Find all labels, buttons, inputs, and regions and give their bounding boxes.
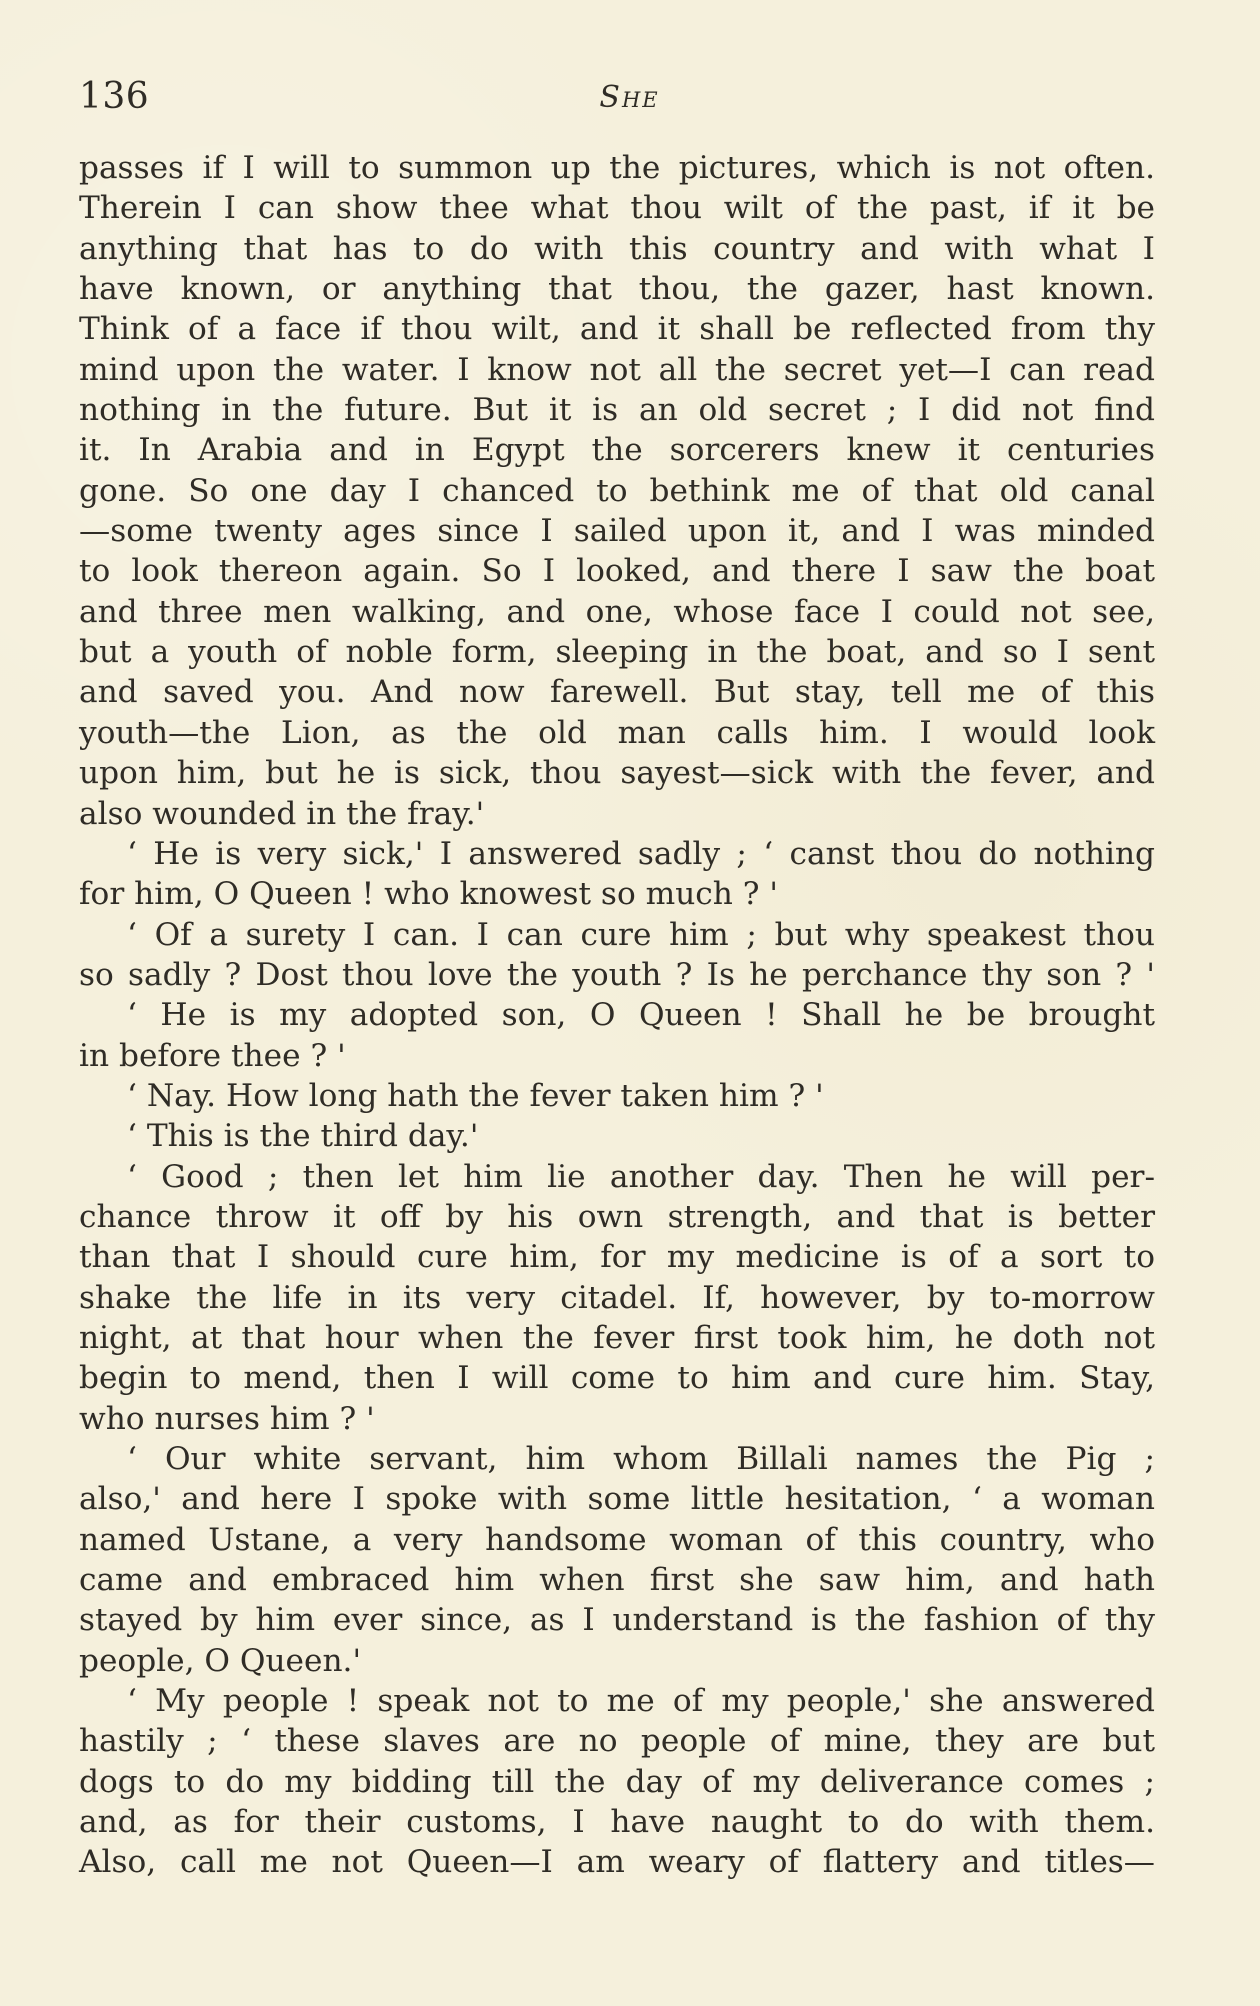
text-line: ‘ Our white servant, him whom Billali names the Pig ; — [127, 1441, 1155, 1477]
text-line: dogs to do my bidding till the day of my deliverance comes ; — [79, 1763, 1155, 1800]
text-line: who nurses him ? ' — [79, 1400, 375, 1437]
text-line: passes if I will to summon up the pictures, which is not often. — [79, 150, 1155, 186]
text-line: anything that has to do with this country and with what I — [79, 230, 1155, 267]
text-line: chance throw it off by his own strength, and that is better — [79, 1198, 1155, 1235]
text-line: ‘ Of a surety I can. I can cure him ; but why speakest thou — [127, 916, 1155, 953]
text-line: have known, or anything that thou, the gazer, hast known. — [79, 271, 1155, 308]
page-number: 136 — [79, 76, 150, 117]
text-line: and saved you. And now farewell. But stay, tell me of this — [79, 674, 1155, 711]
text-line: ‘ He is my adopted son, O Queen ! Shall he be brought — [127, 997, 1155, 1034]
text-line: ‘ My people ! speak not to me of my people,' she answered — [127, 1683, 1155, 1720]
text-line: and three men walking, and one, whose face I could not see, — [79, 593, 1155, 630]
running-head: She — [599, 80, 660, 115]
text-line: hastily ; ‘ these slaves are no people of mine, they are but — [79, 1723, 1155, 1760]
text-line: Also, call me not Queen—I am weary of flattery and titles— — [79, 1844, 1155, 1881]
text-line: ‘ Good ; then let him lie another day. Then he will per- — [127, 1158, 1155, 1195]
text-line: ‘ This is the third day.' — [127, 1118, 479, 1155]
text-line: in before thee ? ' — [79, 1037, 346, 1074]
text-line: for him, O Queen ! who knowest so much ? ' — [79, 876, 778, 913]
text-line: ‘ Nay. How long hath the fever taken him ? ' — [127, 1077, 824, 1114]
text-line: nothing in the future. But it is an old secret ; I did not find — [79, 392, 1155, 429]
text-line: begin to mend, then I will come to him and cure him. Stay, — [79, 1360, 1155, 1397]
text-line: Therein I can show thee what thou wilt of the past, if it be — [79, 190, 1155, 227]
text-line: than that I should cure him, for my medicine is of a sort to — [79, 1239, 1155, 1276]
text-line: but a youth of noble form, sleeping in the boat, and so I sent — [79, 634, 1155, 671]
text-line: to look thereon again. So I looked, and there I saw the boat — [79, 553, 1155, 590]
text-line: mind upon the water. I know not all the secret yet—I can read — [79, 351, 1155, 388]
text-line: gone. So one day I chanced to bethink me of that old canal — [79, 472, 1155, 509]
text-line: it. In Arabia and in Egypt the sorcerers knew it centuries — [79, 432, 1155, 469]
text-line: also wounded in the fray.' — [79, 795, 485, 832]
text-line: stayed by him ever since, as I understand is the fashion of thy — [79, 1602, 1155, 1639]
body-text — [79, 148, 1155, 1883]
text-line: Think of a face if thou wilt, and it shall be reflected from thy — [79, 311, 1155, 348]
text-line: upon him, but he is sick, thou sayest—sick with the fever, and — [79, 755, 1155, 792]
text-line: also,' and here I spoke with some little hesitation, ‘ a woman — [79, 1481, 1155, 1518]
text-line: —some twenty ages since I sailed upon it, and I was minded — [79, 513, 1155, 550]
text-line: came and embraced him when first she saw him, and hath — [79, 1562, 1155, 1599]
text-line: youth—the Lion, as the old man calls him. I would look — [79, 714, 1155, 751]
page-header — [79, 76, 1180, 127]
text-line: night, at that hour when the fever first took him, he doth not — [79, 1319, 1155, 1356]
text-line: shake the life in its very citadel. If, however, by to-morrow — [79, 1279, 1155, 1316]
text-line: people, O Queen.' — [79, 1642, 362, 1679]
text-line: named Ustane, a very handsome woman of this country, who — [79, 1521, 1155, 1558]
text-line: and, as for their customs, I have naught to do with them. — [79, 1804, 1155, 1841]
text-line: ‘ He is very sick,' I answered sadly ; ‘ canst thou do nothing — [127, 835, 1155, 872]
text-line: so sadly ? Dost thou love the youth ? Is he perchance thy son ? ' — [79, 956, 1155, 993]
